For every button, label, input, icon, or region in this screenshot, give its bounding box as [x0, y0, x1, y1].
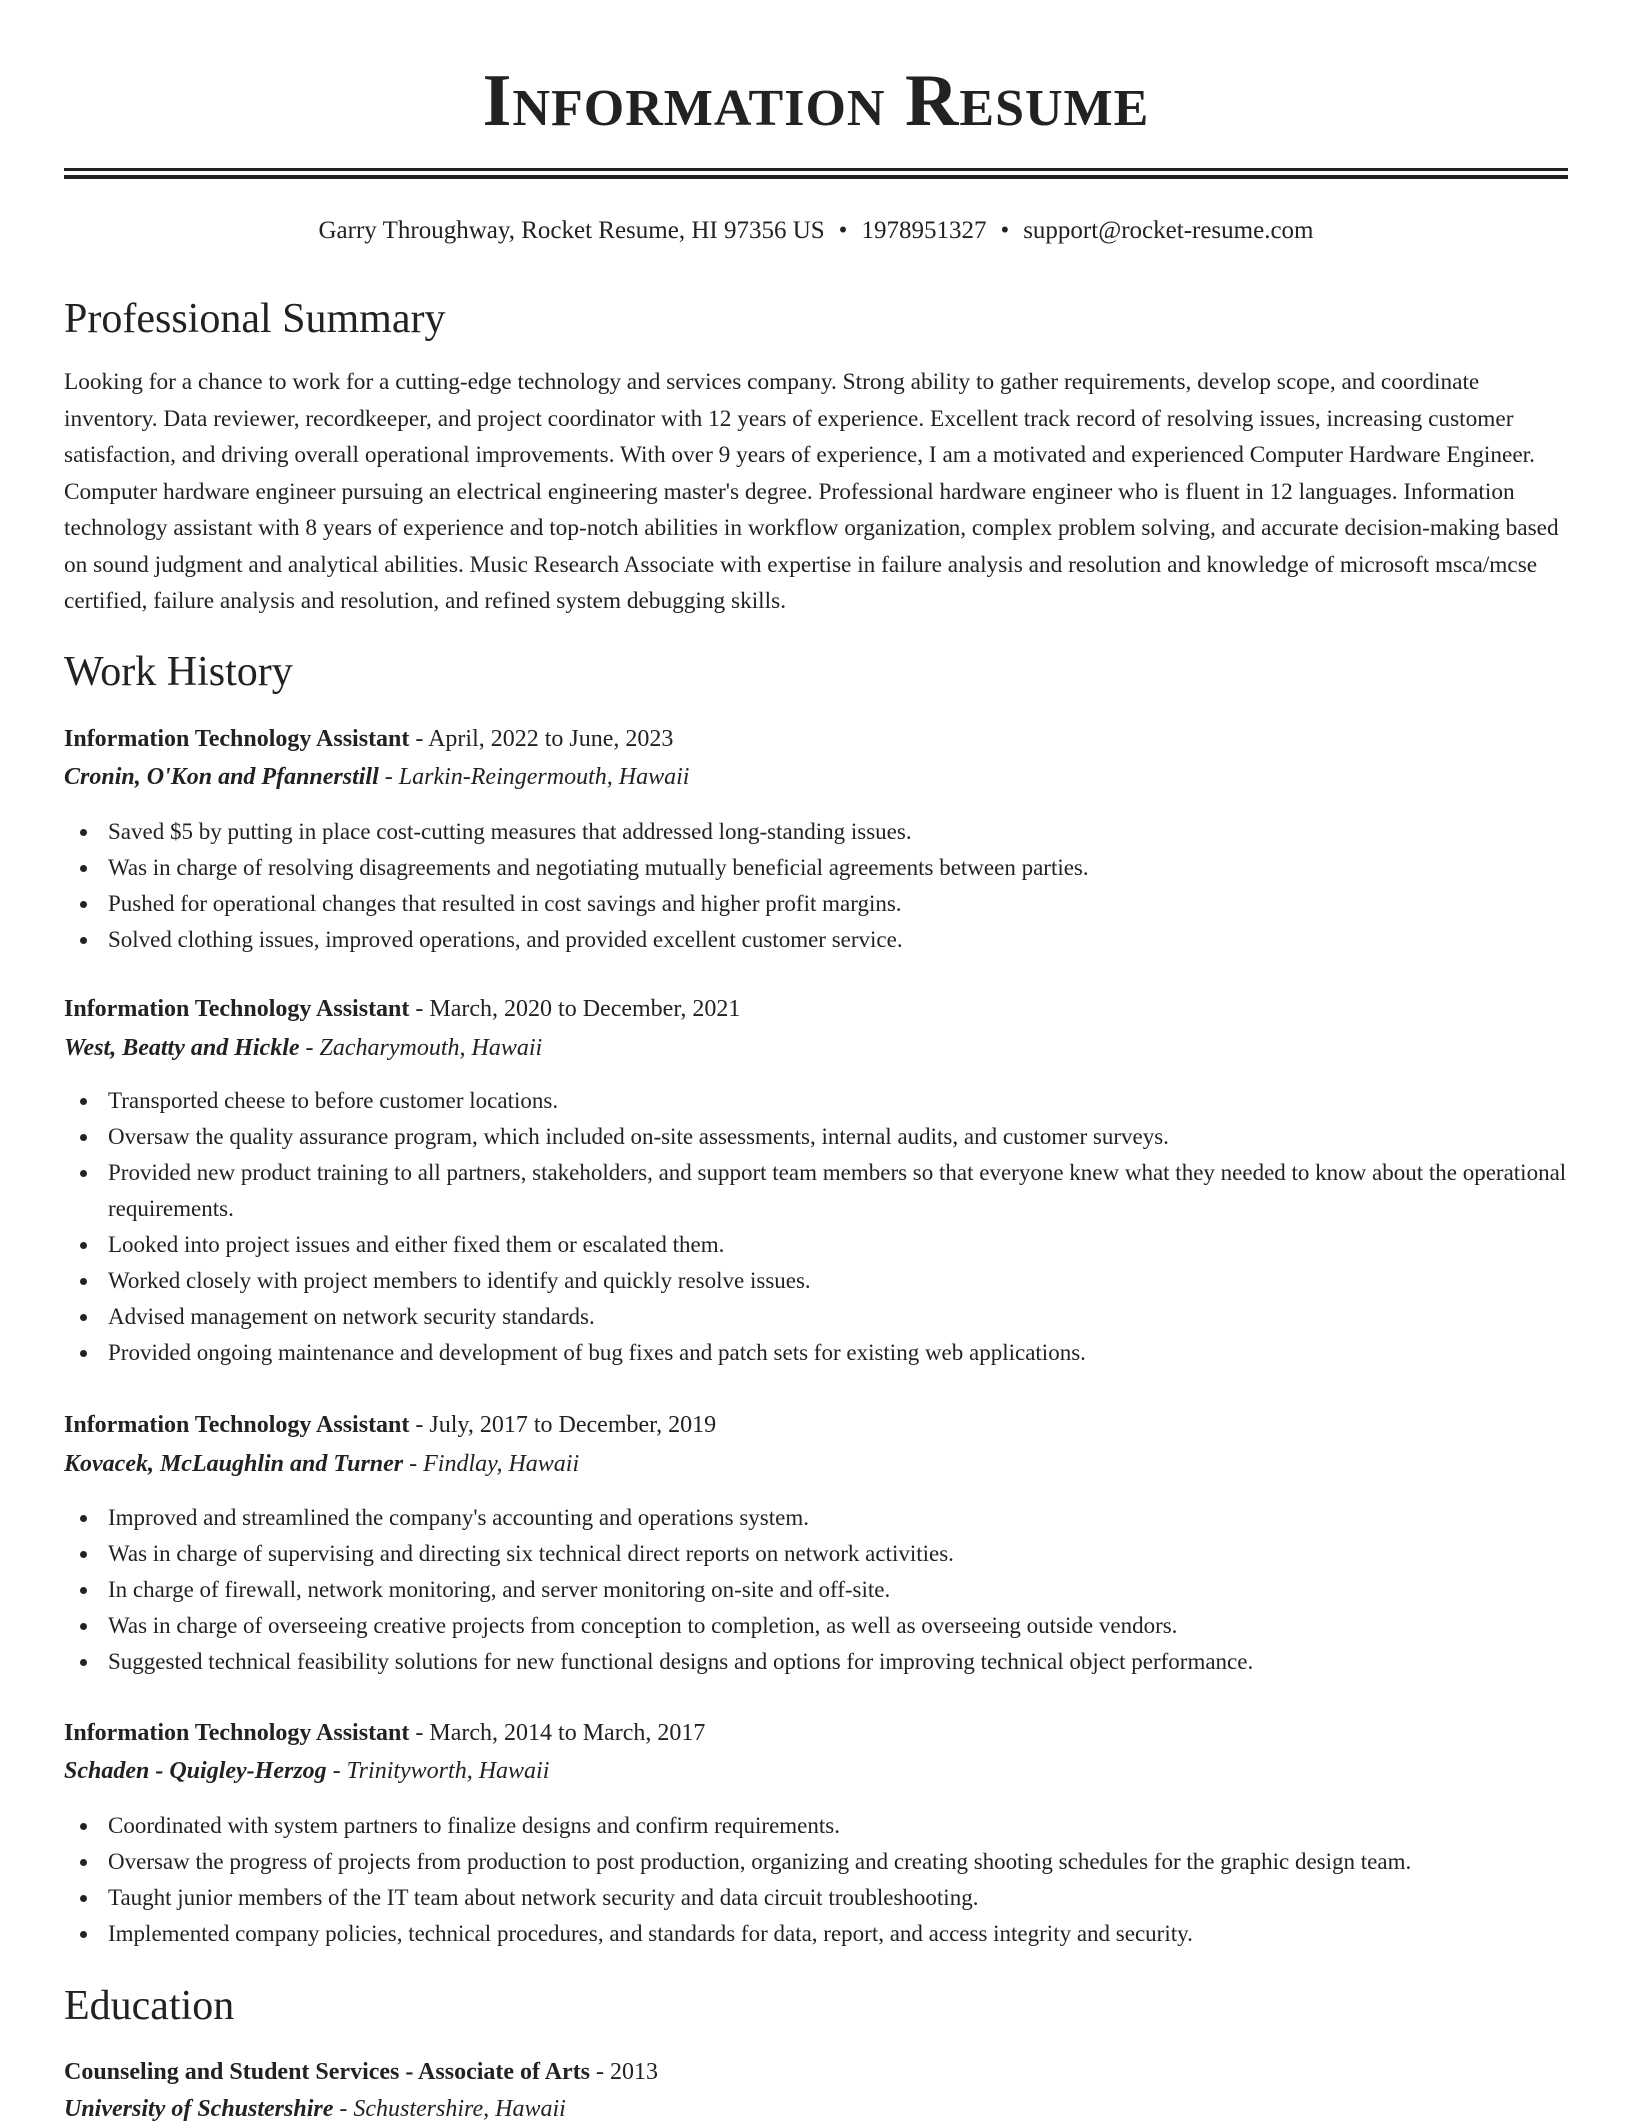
- job-bullets: [64, 1083, 1568, 1371]
- company-location: Trinityworth, Hawaii: [346, 1758, 550, 1784]
- job-dates: April, 2022 to June, 2023: [428, 726, 674, 752]
- education-location: Schustershire, Hawaii: [353, 2096, 566, 2122]
- company-line: Schaden - Quigley-Herzog - Trinityworth, Hawaii: [64, 1758, 550, 1784]
- summary-text: Looking for a chance to work for a cutting-edge technology and services company. Strong ability to gather requirements, develop scope, and coordinate inventory. Data reviewer, recordkeeper, and project coordinator with 12 years of experience. Excellent track record of resolving issues, increasing customer satisfaction, and driving overall operational improvements. With over 9 years of experience, I am a motivated and experienced Computer Hardware Engineer. Computer hardware engineer pursuing an electrical engineering master's degree. Professional hardware engineer who is fluent in 12 languages. Information technology assistant with 8 years of experience and top-notch abilities in workflow organization, complex problem solving, and accurate decision-making based on sound judgment and analytical abilities. Music Research Associate with expertise in failure analysis and resolution and knowledge of microsoft msca/mcse certified, failure analysis and resolution, and refined system debugging skills.: [64, 369, 1559, 614]
- company-location: Larkin-Reingermouth, Hawaii: [398, 764, 690, 790]
- education-heading: Education: [64, 1983, 235, 2029]
- job-title: Information Technology Assistant: [64, 1412, 410, 1438]
- job-dates: March, 2020 to December, 2021: [429, 996, 741, 1022]
- list-item: Improved and streamlined the company's accounting and operations system.: [64, 1500, 1568, 1536]
- job-title-line: Information Technology Assistant - March, 2020 to December, 2021: [64, 996, 741, 1022]
- company-line: West, Beatty and Hickle - Zacharymouth, Hawaii: [64, 1035, 543, 1061]
- job-title-line: Information Technology Assistant - March, 2014 to March, 2017: [64, 1720, 706, 1746]
- education-degree-line: Counseling and Student Services - Associate of Arts - 2013: [64, 2059, 659, 2085]
- company-line: Kovacek, McLaughlin and Turner - Findlay, Hawaii: [64, 1451, 580, 1477]
- job-bullets: [64, 814, 1568, 958]
- job-title: Information Technology Assistant: [64, 726, 410, 752]
- contact-separator: •: [1000, 217, 1010, 244]
- list-item: Coordinated with system partners to finalize designs and confirm requirements.: [64, 1808, 1568, 1844]
- job-dates: March, 2014 to March, 2017: [429, 1720, 706, 1746]
- education-degree: Counseling and Student Services - Associate of Arts: [64, 2059, 591, 2085]
- list-item: Solved clothing issues, improved operations, and provided excellent customer service.: [64, 922, 1568, 958]
- title-rule-bottom: [64, 175, 1568, 179]
- list-item: Implemented company policies, technical procedures, and standards for data, report, and access integrity and security.: [64, 1916, 1568, 1952]
- list-item: Worked closely with project members to identify and quickly resolve issues.: [64, 1263, 1568, 1299]
- contact-email: support@rocket-resume.com: [1023, 217, 1314, 244]
- list-item: Advised management on network security standards.: [64, 1299, 1568, 1335]
- company-name: Kovacek, McLaughlin and Turner: [64, 1451, 404, 1477]
- summary-heading: Professional Summary: [64, 296, 446, 342]
- education-year: 2013: [610, 2059, 659, 2085]
- work-history-heading: Work History: [64, 649, 293, 695]
- list-item: Suggested technical feasibility solutions for new functional designs and options for improving technical object performance.: [64, 1644, 1568, 1680]
- list-item: Oversaw the quality assurance program, which included on-site assessments, internal audits, and customer surveys.: [64, 1119, 1568, 1155]
- list-item: In charge of firewall, network monitoring, and server monitoring on-site and off-site.: [64, 1572, 1568, 1608]
- job-title: Information Technology Assistant: [64, 996, 410, 1022]
- company-name: Cronin, O'Kon and Pfannerstill: [64, 764, 379, 790]
- job-dates: July, 2017 to December, 2019: [429, 1412, 717, 1438]
- company-location: Zacharymouth, Hawaii: [319, 1035, 543, 1061]
- list-item: Provided ongoing maintenance and development of bug fixes and patch sets for existing web applications.: [64, 1335, 1568, 1371]
- list-item: Taught junior members of the IT team about network security and data circuit troubleshooting.: [64, 1880, 1568, 1916]
- contact-address: Garry Throughway, Rocket Resume, HI 97356 US: [318, 217, 825, 244]
- job-title-line: Information Technology Assistant - July, 2017 to December, 2019: [64, 1412, 717, 1438]
- education-school: University of Schustershire: [64, 2096, 334, 2122]
- company-name: Schaden - Quigley-Herzog: [64, 1758, 327, 1784]
- contact-separator: •: [838, 217, 848, 244]
- list-item: Pushed for operational changes that resulted in cost savings and higher profit margins.: [64, 886, 1568, 922]
- company-location: Findlay, Hawaii: [423, 1451, 580, 1477]
- list-item: Was in charge of supervising and directing six technical direct reports on network activities.: [64, 1536, 1568, 1572]
- page-title: Information Resume: [482, 60, 1150, 142]
- list-item: Was in charge of overseeing creative projects from conception to completion, as well as overseeing outside vendors.: [64, 1608, 1568, 1644]
- list-item: Provided new product training to all partners, stakeholders, and support team members so that everyone knew what they needed to know about the operational requirements.: [64, 1155, 1568, 1227]
- company-line: Cronin, O'Kon and Pfannerstill - Larkin-Reingermouth, Hawaii: [64, 764, 690, 790]
- company-name: West, Beatty and Hickle: [64, 1035, 300, 1061]
- list-item: Oversaw the progress of projects from production to post production, organizing and creating shooting schedules for the graphic design team.: [64, 1844, 1568, 1880]
- job-bullets: [64, 1500, 1568, 1680]
- job-bullets: [64, 1808, 1568, 1952]
- title-rule-top: [64, 168, 1568, 171]
- list-item: Was in charge of resolving disagreements and negotiating mutually beneficial agreements between parties.: [64, 850, 1568, 886]
- contact-line: [0, 214, 1632, 248]
- education-school-line: University of Schustershire - Schustershire, Hawaii: [64, 2096, 566, 2122]
- list-item: Looked into project issues and either fixed them or escalated them.: [64, 1227, 1568, 1263]
- job-title: Information Technology Assistant: [64, 1720, 410, 1746]
- list-item: Transported cheese to before customer locations.: [64, 1083, 1568, 1119]
- list-item: Saved $5 by putting in place cost-cutting measures that addressed long-standing issues.: [64, 814, 1568, 850]
- contact-phone: 1978951327: [861, 217, 987, 244]
- job-title-line: Information Technology Assistant - April, 2022 to June, 2023: [64, 726, 674, 752]
